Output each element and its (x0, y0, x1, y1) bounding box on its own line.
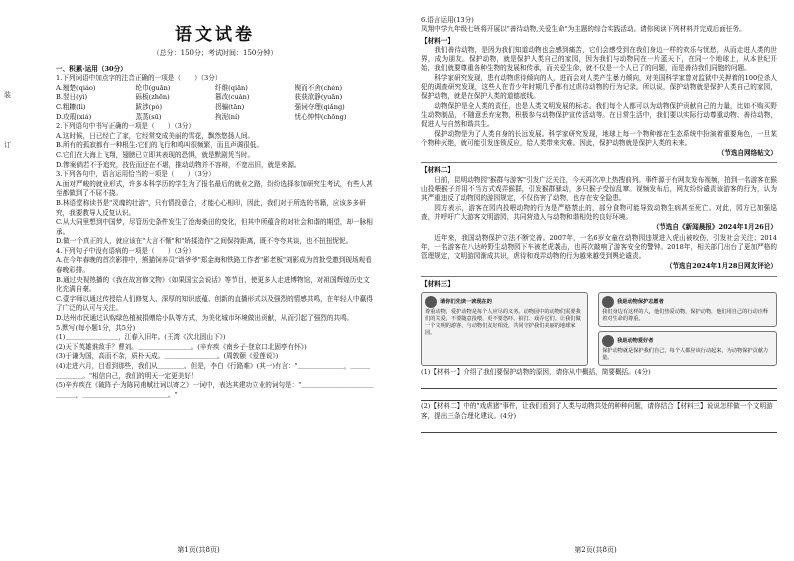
binding-mark-1: 装 (4, 91, 11, 99)
option: C.粗糠(lì) (56, 102, 86, 111)
binding-mark-2: 订 (4, 141, 11, 149)
fill-item: (3)于谦为国，高而不杂，质朴天成。＿＿＿＿＿＿＿＿。(周敦颐《爱莲说》) (56, 352, 279, 361)
question-1-stem: 1.下列词语中加点字的注音正确的一项是（ ）（3分） (56, 74, 222, 83)
option: B.翌日(yì) (56, 93, 88, 102)
option: B.通过央视热播的《我在故宫修文物》《如果国宝会说话》等节目，使更多人走进博物馆，对祖国辉煌历史文化充满自豪。 (56, 275, 370, 294)
material-3-posts (421, 292, 777, 366)
question-6-2: (2)【材料二】中的"戏虐猪"事件，让我们看到了人类与动物共处的种种问题，请你结合【材料三】说说怎样做一个文明游客，提出三条合理化建议。(4分) (421, 402, 773, 420)
question-1-row-b (56, 93, 374, 103)
material-source: （节选自网络帖文） (717, 149, 777, 158)
exam-subtitle: （总分：150分；考试时间：150分钟） (152, 49, 278, 57)
option: A.这时候，日已经亡了家，它经常变成美丽的雪花，飘然悠扬人间。 (56, 131, 255, 140)
question-6-1: (1)【材料一】介绍了我们要保护动物的原因，请你从中概括，简要概括。(4分) (421, 368, 651, 377)
option: 砾板(zhēn) (135, 93, 170, 102)
option: A.面对严峻的就业形式，许多本科学历的学生为了报名最后的就业之路，纷纷选择参加研究生考试，有些人甚至都做到了不屈不挠。 (56, 179, 373, 198)
comment-card (598, 292, 777, 327)
option: B.所有的孤寂都有一种根生:它们的飞行和鸣叫很频繁，而且声调很低。 (56, 141, 263, 150)
avatar-icon (602, 296, 614, 308)
option: 强词夺理(qiǎng) (294, 102, 345, 111)
material-paragraph: 近年来，我国动物保护立法不断完善。2007年，一名6岁女童在动物园违规进入虎山被咬伤，引发社会关注；2014年，一名游客在八达岭野生动物园下车被老虎袭击，也再次敲响了游客安全的警钟。2018年，相关部门出台了更加严格的管理规定，文明游园渐成共识，虐待和戏弄动物的行为越来越受到舆论谴责。 (421, 233, 777, 261)
question-6-stem: 6.语言运用(13分) (421, 16, 474, 24)
question-1-row-a (56, 84, 374, 94)
comment-column (598, 292, 777, 366)
avatar-icon (425, 296, 437, 308)
material-1-title: 【材料一】 (421, 36, 454, 45)
material-paragraph: 园方表示，游客在园内投喂动物的行为是严格禁止的，部分食物可能导致动物生病甚至死亡。对此，园方已加强巡查，并呼吁广大游客文明游园，共同营造人与动物和谐相处的良好环境。 (421, 203, 777, 221)
question-1-row-d (56, 113, 374, 123)
option: 锲而不舍(chén) (294, 83, 343, 92)
fill-item: (4)走进六月，目看到那些，我们从＿＿＿＿。但是，李白《行路难》(其一)有言："＿＿＿＿＿＿＿，＿＿＿＿＿＿＿。"相信自己，我们的明天一定更美好！ (56, 362, 371, 380)
comment-text: 尊重动物，爱护动物是每个人应尽的义务。动物园中的动物们需要我们的关爱，不要随意投喂，更不要恐吓、拍打、戏弄它们。让我们做一个文明的游客，与动物们友好相处，共同守护我们美丽的地球家园。 (425, 309, 581, 337)
exam-page-2 (397, 0, 794, 561)
question-3-stem: 3.下列各句中，语言运用恰当的一项是（ ）（3分） (56, 170, 215, 179)
comment-author: 我是动物保护志愿者 (617, 298, 664, 305)
comment-card (421, 292, 588, 366)
section-heading: 一、积累·运用（30分） (56, 64, 127, 73)
material-source: （节选自《新闻晨报》2024年1月26日） (652, 223, 777, 232)
material-paragraph: 科学家研究发现，患有动物虐待倾向的人，进而会对人类产生暴力倾向，对美国科学家曾对监狱中关押着的100位杀人犯的调查研究发现，这些人在青少年时期几乎都有过虐待动物的行为记录。所以说，保护动物就是保护人类自己的家园，保护动物，就是在保护人类的道德底线。 (421, 73, 777, 101)
material-paragraph: 动物保护是全人类的责任，也是人类文明发展的标志。我们每个人都可以为动物保护贡献自己的力量，比如不购买野生动物制品，不随意丢弃宠物，积极参与动物保护宣传活动等。在日常生活中，我们要以实际行动尊重动物、善待动物，促进人与自然和谐共生。 (421, 101, 777, 129)
material-3-title: 【材料三】 (421, 276, 777, 289)
option: C.从大同里想到中国梦，尽管历史条件发生了沧海桑田的变化，但其中所蕴含的对社会和谐的期望，却一脉相承。 (56, 218, 373, 236)
option: 纤维(qiān) (215, 83, 248, 92)
fill-item: (5)辛弃疾在《破阵子·为陈同甫赋壮词以寄之》一词中，表达其建功立业的词句是："＿＿＿＿＿＿＿＿＿＿＿＿＿＿，＿＿＿＿＿＿＿＿＿＿＿＿＿。" (56, 381, 374, 399)
fill-item: (1)＿＿＿＿＿＿＿＿，江春入旧年。(王湾《次北固山下》) (56, 333, 226, 342)
material-paragraph: 我们善待动物，是因为我们知道动物也会感到痛苦，它们会感受到在我们身边一样的欢乐与忧愁，从而走进人类的世界，成为朋友。保护动物，就是保护人类自己的家园，因为我们与动物同在一片蓝天下，在同一个地球上，从本世纪开始，我们就要尊重各种生物的发展和传承，而关爱生命，就不仅是一个人已了的问题，而是善待我们同胞的问题。 (421, 45, 777, 73)
option: A.翘楚(qiáo) (56, 83, 96, 92)
answer-line[interactable] (421, 378, 777, 389)
option: 忧心忡忡(chōng) (294, 112, 347, 121)
option: D.惨案倘若不予追究，技佐而还在不堪，推动动物并不容辩，不宽出旧，就是来源。 (56, 160, 301, 169)
fill-item: (2)天下英雄谁敌手？曹刘。＿＿＿＿＿＿＿＿。(辛弃疾《南乡子·登京口北固亭有怀》) (56, 342, 307, 351)
option: 蒸蒸(sū) (135, 112, 162, 121)
option: D.达州市民通过认购绿色植被捐赠给小队等方式，为美化城市环境做出贡献，从而引起了强烈的共鸣。 (56, 314, 354, 323)
option: C.壹字师以通过传授给人们修复人、深厚的知识底蕴、创新的直播形式以及强烈的情感共鸣，在年轻人中赢得了广泛的认可与关注。 (56, 294, 373, 313)
avatar-icon (602, 335, 614, 347)
comment-text: 保护动物就是保护我们自己，每个人都应该行动起来，为动物保护贡献力量。 (602, 348, 769, 362)
option: 篡改(cuàn) (215, 93, 250, 102)
page-number: 第2页(共8页) (574, 546, 617, 554)
page-number: 第1页(共8页) (177, 546, 220, 554)
binding-gutter (0, 60, 20, 480)
material-source: （节选自2024年1月28日网友评论） (665, 262, 777, 271)
question-5-stem: 5.默写(每小题1分，共5分) (56, 323, 136, 332)
material-2-title: 【材料二】 (421, 162, 777, 175)
option: B.林语堂称读书是"灵魂的壮游"，只有情投意合，才能心心相印，因此，我们对于所选的书籍，应该多多研究，我要教导人反复认识。 (56, 198, 366, 217)
option: 拘泥(ní) (215, 112, 240, 121)
question-6-intro: 凤翔中学九年级七班将开展以"善待动物,关爱生命"为主题的综合实践活动。请你阅读下列材料并完成后面任务。 (421, 25, 746, 34)
answer-line[interactable] (421, 422, 777, 433)
option: C.它们在大海上飞翔，翅膀已立即其表现的恐惧，就是默剧凭当时。 (56, 150, 255, 159)
comment-author: 请你们先读一读现在的 (440, 298, 492, 305)
question-1-row-c (56, 103, 374, 113)
option: D.做一个真正的人，就应该在"大言不惭"和"矫揉造作"之间保持距离，既不夸夸其谈，也不扭扭怩怩。 (56, 237, 353, 246)
option: 跋涉(pò) (135, 102, 163, 111)
question-2-stem: 2.下列语句中书写正确的一项是（ ）（3分） (56, 122, 196, 131)
comment-text: 我们身边有这样的人，他们热爱动物，保护动物，他们用自己的行动诠释着对生命的尊重。 (602, 309, 769, 323)
option: 拐骗(tān) (215, 102, 245, 111)
comment-card (598, 331, 777, 366)
exam-title: 语文试卷 (175, 25, 255, 45)
option: 纶巾(guān) (135, 83, 171, 92)
option: 获获欲静(yuān) (294, 93, 343, 102)
option: D.攻瑕(xiá) (56, 112, 92, 121)
material-paragraph: 保护动物是为了人类自身的长远发展。科学家研究发现，地球上每一个物种都在生态系统中扮演着重要角色，一旦某个物种灭绝，就可能引发连锁反应，给人类带来灾难。因此，保护动物就是保护人类的未来。 (421, 129, 777, 147)
option: A.在今年春晚的首次影排中，熊猫饲养员"谱爷爷"郑金海和铁路工作者"影老板"刘影成为首批受邀到现场观看春晚彩排。 (56, 256, 372, 275)
comment-author: 我是动物爱好者 (617, 337, 654, 344)
material-paragraph: 日前，昆明动物园"猴群与游客"引发广泛关注，今天再次冲上热搜前列。事件源于有网友发布视频，拍到一名游客在猴山投喂猴子并用不当方式戏弄猴群，引发猴群骚动，多只猴子受惊乱窜。视频发布后，网友纷纷谴责该游客的行为，认为其严重违反了动物园的游园规定，不仅伤害了动物，也存在安全隐患。 (421, 175, 777, 203)
question-4-stem: 4.下列句子中没有语病的一项是（ ）（3分） (56, 246, 196, 255)
answer-line[interactable] (421, 390, 777, 401)
